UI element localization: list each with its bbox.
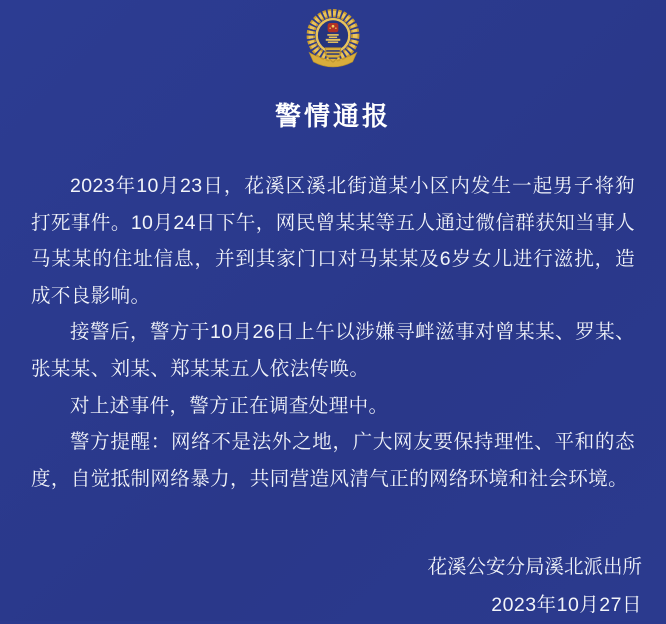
notice-paragraph-2: 接警后，警方于10月26日上午以涉嫌寻衅滋事对曾某某、罗某、张某某、刘某、郑某某五人依法传唤。	[31, 321, 635, 380]
signature-org: 花溪公安分局溪北派出所	[427, 556, 642, 578]
notice-body	[0, 168, 666, 497]
signature-block	[0, 548, 666, 624]
badge-container	[0, 8, 666, 68]
police-badge-icon	[306, 8, 360, 68]
notice-title: 警情通报	[274, 101, 391, 131]
notice-paragraph-3: 对上述事件，警方正在调查处理中。	[70, 394, 389, 417]
notice-paragraph-1: 2023年10月23日，花溪区溪北街道某小区内发生一起男子将狗打死事件。10月24日下午，网民曾某某等五人通过微信群获知当事人马某某的住址信息，并到其家门口对马某某及6岁女儿进行滋扰，造成不良影响。	[31, 175, 635, 307]
signature-date: 2023年10月27日	[491, 594, 642, 616]
notice-paragraph-4: 警方提醒：网络不是法外之地，广大网友要保持理性、平和的态度，自觉抵制网络暴力，共同营造风清气正的网络环境和社会环境。	[31, 431, 635, 490]
